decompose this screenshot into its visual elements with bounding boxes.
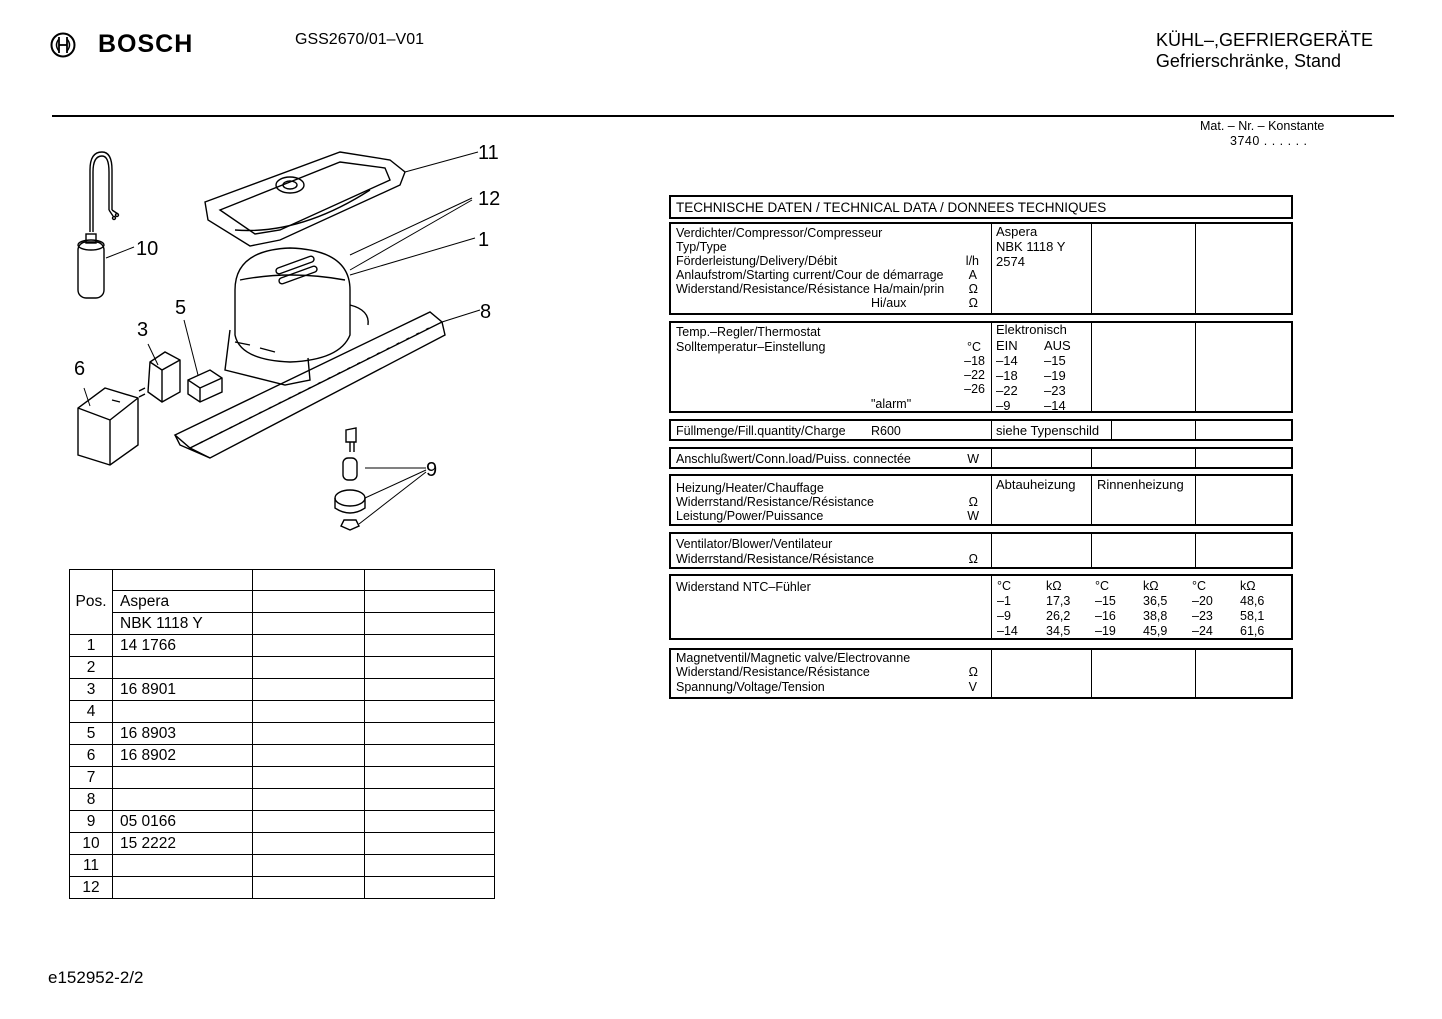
callout-12: 12	[478, 188, 501, 210]
resistance-main-label: Widerstand/Resistance/Résistance Ha/main/prin	[676, 282, 945, 296]
magnetic-valve-section	[669, 648, 1293, 699]
aus-value: –14	[1044, 398, 1066, 413]
ntc-value: –24	[1192, 624, 1213, 638]
callout-5: 5	[175, 297, 187, 319]
pos-number: 6	[70, 745, 113, 767]
mounting-rail-drawing	[175, 312, 445, 458]
defrost-heater-header: Abtauheizung	[996, 477, 1076, 492]
tech-data-title-box	[669, 195, 1293, 219]
ntc-value: 36,5	[1143, 594, 1168, 608]
table-row	[70, 877, 495, 899]
part-number	[113, 877, 253, 899]
exploded-parts-diagram	[50, 130, 510, 540]
ntc-value: 17,3	[1046, 594, 1071, 608]
ntc-header: °C	[1192, 579, 1207, 593]
setpoint-2: –22	[964, 368, 985, 382]
callout-10: 10	[136, 238, 159, 260]
table-row	[70, 833, 495, 855]
mat-nr-value: 3740 . . . . . .	[1230, 134, 1308, 148]
ntc-header: °C	[997, 579, 1012, 593]
part-number	[113, 767, 253, 789]
blower-section	[669, 532, 1293, 569]
category-subtitle: Gefrierschränke, Stand	[1155, 51, 1341, 71]
fill-quantity-value: siehe Typenschild	[996, 423, 1100, 438]
compressor-drawing	[225, 248, 368, 385]
ntc-value: 26,2	[1046, 609, 1071, 623]
connected-load-section	[669, 447, 1293, 469]
callout-9: 9	[426, 459, 438, 481]
starting-current-label: Anlaufstrom/Starting current/Cour de démarrage	[676, 268, 944, 282]
valve-resistance-unit: Ω	[968, 665, 978, 679]
ntc-header: kΩ	[1240, 579, 1256, 593]
pos-number: 7	[70, 767, 113, 789]
heater-power-unit: W	[967, 509, 979, 523]
heater-power-label: Leistung/Power/Puissance	[676, 509, 824, 523]
ntc-value: 58,1	[1240, 609, 1265, 623]
pos-number: 2	[70, 657, 113, 679]
callout-8: 8	[480, 301, 492, 323]
pos-number: 10	[70, 833, 113, 855]
setpoint-3: –26	[964, 382, 985, 396]
relay-cover-drawing	[78, 388, 138, 465]
pos-number: 11	[70, 855, 113, 877]
ntc-value: –23	[1192, 609, 1213, 623]
setpoint-unit: °C	[966, 340, 981, 354]
tech-data-title: TECHNISCHE DATEN / TECHNICAL DATA / DONNEES TECHNIQUES	[676, 200, 1107, 215]
compressor-brand-value: Aspera	[996, 224, 1038, 239]
ntc-value: –1	[997, 594, 1011, 608]
thermostat-type-value: Elektronisch	[996, 322, 1067, 337]
capacitor-drawing	[78, 234, 104, 298]
valve-voltage-unit: V	[968, 680, 977, 694]
relay-drawing	[139, 352, 180, 402]
ntc-header: kΩ	[1143, 579, 1159, 593]
bosch-armature-icon	[50, 32, 76, 58]
heater-section	[669, 474, 1293, 526]
table-row	[70, 679, 495, 701]
pos-number: 1	[70, 635, 113, 657]
ntc-header: kΩ	[1046, 579, 1062, 593]
thermostat-section	[669, 321, 1293, 413]
alarm-label: "alarm"	[871, 397, 912, 411]
pos-header: Pos.	[70, 570, 113, 635]
pos-number: 8	[70, 789, 113, 811]
connected-load-unit: W	[967, 452, 979, 466]
part-number: 14 1766	[113, 635, 253, 657]
part-number: 15 2222	[113, 833, 253, 855]
aus-value: –23	[1044, 383, 1066, 398]
connected-load-label: Anschlußwert/Conn.load/Puiss. connectée	[676, 452, 911, 466]
ntc-value: 38,8	[1143, 609, 1168, 623]
part-number	[113, 701, 253, 723]
refrigerant-label: R600	[871, 424, 901, 438]
ntc-value: –9	[997, 609, 1011, 623]
pos-number: 3	[70, 679, 113, 701]
compressor-label: Verdichter/Compressor/Compresseur	[676, 226, 883, 240]
compressor-delivery-value: 2574	[996, 254, 1025, 269]
delivery-label: Förderleistung/Delivery/Débit	[676, 254, 838, 268]
blower-resistance-label: Widerrstand/Resistance/Résistance	[676, 552, 874, 566]
current-unit: A	[968, 268, 977, 282]
valve-voltage-label: Spannung/Voltage/Tension	[676, 680, 825, 694]
parts-table	[69, 569, 495, 899]
part-number: 16 8903	[113, 723, 253, 745]
brand-logo	[50, 30, 193, 59]
table-row	[70, 811, 495, 833]
fill-quantity-section	[669, 419, 1293, 441]
category-title: KÜHL–,GEFRIERGERÄTE	[1155, 30, 1373, 50]
ntc-value: –19	[1095, 624, 1116, 638]
model-number: GSS2670/01–V01	[295, 31, 424, 48]
type-label: Typ/Type	[676, 240, 727, 254]
magnetic-valve-label: Magnetventil/Magnetic valve/Electrovanne	[676, 651, 911, 665]
ein-value: –14	[996, 353, 1018, 368]
callout-11: 11	[478, 142, 499, 164]
thermostat-label: Temp.–Regler/Thermostat	[676, 325, 821, 339]
header-divider	[52, 115, 1394, 117]
part-number	[113, 789, 253, 811]
ntc-value: 45,9	[1143, 624, 1168, 638]
callout-3: 3	[137, 319, 149, 341]
part-number: 05 0166	[113, 811, 253, 833]
brand-cell: Aspera	[113, 591, 253, 613]
part-number	[113, 855, 253, 877]
callout-6: 6	[74, 358, 86, 380]
ein-value: –18	[996, 368, 1018, 383]
document-id: e152952-2/2	[48, 968, 144, 987]
ein-header: EIN	[996, 338, 1018, 353]
table-row	[70, 657, 495, 679]
ntc-value: –15	[1095, 594, 1116, 608]
blower-resistance-unit: Ω	[968, 552, 978, 566]
brand-name: BOSCH	[98, 30, 194, 58]
resistance-aux-unit: Ω	[968, 296, 978, 310]
table-row	[70, 745, 495, 767]
heater-resistance-unit: Ω	[968, 495, 978, 509]
heater-label: Heizung/Heater/Chauffage	[676, 481, 824, 495]
delivery-unit: l/h	[965, 254, 979, 268]
ntc-value: 48,6	[1240, 594, 1265, 608]
compressor-section	[669, 222, 1293, 315]
table-row	[70, 701, 495, 723]
setpoint-label: Solltemperatur–Einstellung	[676, 340, 826, 354]
capacitor-cable-drawing	[90, 152, 119, 232]
ntc-value: –16	[1095, 609, 1116, 623]
compressor-type-value: NBK 1118 Y	[996, 239, 1066, 254]
callout-1: 1	[478, 229, 490, 251]
gutter-heater-header: Rinnenheizung	[1097, 477, 1184, 492]
ein-value: –22	[996, 383, 1018, 398]
mat-nr-label: Mat. – Nr. – Konstante	[1200, 119, 1325, 133]
table-row	[70, 723, 495, 745]
pos-number: 4	[70, 701, 113, 723]
ein-value: –9	[996, 398, 1011, 413]
resistance-unit: Ω	[968, 282, 978, 296]
pos-number: 9	[70, 811, 113, 833]
aus-header: AUS	[1044, 338, 1071, 353]
type-cell: NBK 1118 Y	[113, 613, 253, 635]
part-number	[113, 657, 253, 679]
valve-resistance-label: Widerstand/Resistance/Résistance	[676, 665, 870, 679]
ntc-value: 61,6	[1240, 624, 1265, 638]
ntc-value: –20	[1192, 594, 1213, 608]
pos-number: 5	[70, 723, 113, 745]
drip-tray-drawing	[205, 152, 405, 246]
part-number: 16 8902	[113, 745, 253, 767]
blower-label: Ventilator/Blower/Ventilateur	[676, 537, 833, 551]
table-row	[70, 855, 495, 877]
resistance-aux-label: Hi/aux	[871, 296, 907, 310]
ntc-value: –14	[997, 624, 1018, 638]
part-number: 16 8901	[113, 679, 253, 701]
ntc-sensor-label: Widerstand NTC–Fühler	[676, 580, 811, 594]
fill-quantity-label: Füllmenge/Fill.quantity/Charge	[676, 424, 846, 438]
table-row	[70, 767, 495, 789]
table-row	[70, 789, 495, 811]
ntc-header: °C	[1095, 579, 1110, 593]
table-row	[70, 635, 495, 657]
aus-value: –15	[1044, 353, 1066, 368]
overload-protector-drawing	[188, 370, 222, 402]
ntc-sensor-section	[669, 574, 1293, 640]
heater-resistance-label: Widerrstand/Resistance/Résistance	[676, 495, 874, 509]
aus-value: –19	[1044, 368, 1066, 383]
setpoint-1: –18	[964, 354, 985, 368]
pos-number: 12	[70, 877, 113, 899]
ntc-value: 34,5	[1046, 624, 1071, 638]
mounting-hardware-drawing	[335, 428, 365, 530]
